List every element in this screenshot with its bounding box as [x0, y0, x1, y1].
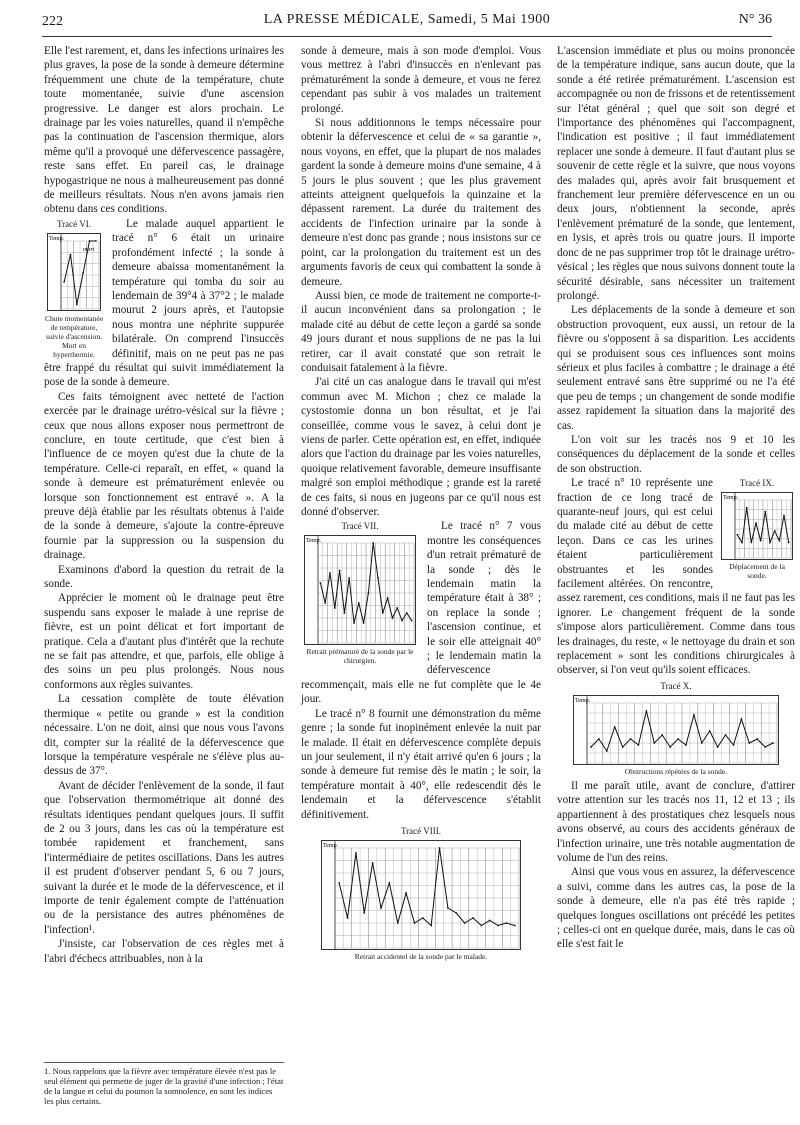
data-point: [783, 515, 785, 517]
data-point: [514, 925, 516, 927]
paragraph: Le tracé n° 8 fournit une démonstration du même genre ; la sonde fut inopinément enlevée la nuit par le malade. Il était en défervescence complète depuis un jour seulement, il n'y était arrivé qu'en 6 jours ; la sonde à demeure fut remise dès le matin ; le soir, la température montait à 40°, elle redescendit dès le lendemain et la défervescence s'établit définitivement.: [301, 707, 541, 821]
data-point: [422, 917, 424, 919]
paragraph: Le malade auquel appartient le tracé n° 6 était un urinaire profondément infecté ; la sonde à demeure abaissa momentanément la température qui tomba du soir au lendemain de 39°4 à 37°2 ; le malade mourut 2 jours après, et l'autopsie nous montra une néphrite suppurée bilatérale. On comprend l'insuccès définitif, mais on ne peut pas ne pas être frappé du résultat qui suivit immédiatement la pose de la sonde à demeure.: [44, 217, 284, 389]
issue-number: N° 36: [738, 12, 772, 27]
chart-trace-6: [47, 233, 101, 311]
data-point: [401, 620, 403, 622]
data-point: [598, 738, 600, 740]
data-point: [320, 583, 322, 585]
figure-caption: Chute momentanée de température, suivie d'ascension. Mort en hyperthermie.: [44, 313, 104, 359]
paragraph: sonde à demeure, mais à son mode d'emploi. Vous vous mettrez à l'abri d'insuccès en n'enlevant pas prématurément la sonde à demeure, et vous ne ferez cependant pas subir à vos malades un traitement prolongé.: [301, 45, 541, 115]
data-point: [344, 613, 346, 615]
chart-frame: [305, 536, 416, 645]
data-point: [363, 623, 365, 625]
data-point: [590, 746, 592, 748]
data-point: [653, 742, 655, 744]
data-point: [764, 511, 766, 513]
data-point: [95, 240, 97, 242]
data-point: [774, 530, 776, 532]
data-point: [430, 925, 432, 927]
data-point: [387, 598, 389, 600]
data-point: [769, 542, 771, 544]
data-point: [736, 534, 738, 536]
paragraph: Aussi bien, ce mode de traitement ne comporte-t-il aucun inconvénient dans sa prolongation ; le malade cité au début de cette leçon a gardé sa sonde 49 jours durant et nous supplions de ne pas la lui retirer, car il avait constaté que son retrait le conduisait fatalement à la fièvre.: [301, 289, 541, 374]
figure-caption: Déplacement de la sonde.: [729, 562, 785, 581]
data-point: [717, 746, 719, 748]
figure-trace-8: [301, 826, 541, 961]
temp-label: Temp.: [306, 538, 322, 545]
column-2: [301, 44, 541, 961]
data-point: [733, 744, 735, 746]
data-point: [489, 920, 491, 922]
figure-trace-7: [301, 521, 419, 665]
page-number: 222: [42, 14, 63, 29]
paragraph: J'ai cité un cas analogue dans le travail qui m'est commun avec M. Michon ; chez ce malade la cystostomie donna un bon résultat, et je l'ai conseillée, comme vous le savez, à celui dont je viens de parler. Cette opération est, en effet, indiquée alors que l'action du drainage par les voies naturelles, quoique relativement favorable, demeure insuffisante malgré son emploi méthodique ; grande est la rareté de ces faits, si nous en jugeons par ce qu'il nous est donné d'observer.: [301, 376, 541, 518]
paragraph: Avant de décider l'enlèvement de la sonde, il faut que l'observation thermométrique ait donné des résultats identiques pendant quelques jours. Il suffit de 2 ou 3 jours, dans les cas où la température est tombée rapidement et franchement, sans l'intermédiaire de petites oscillations. Dans les autres il est prudent d'observer pendant 5, 6 ou 7 jours, suivant la durée et le mode de la défervescence, et il importe de tenir également compte de l'atténuation ou de la persistance des autres phénomènes de l'infection¹.: [44, 779, 284, 936]
data-point: [685, 744, 687, 746]
paragraph: Le tracé n° 7 vous montre les conséquences d'un retrait prématuré de la sonde ; dès le lendemain matin la température était à 38° ; on replace la sonde ; l'ascension continue, et le soir elle atteignait 40° ; le lendemain matin la défervescence recommençait, mais elle ne fut complète que le 4e jour.: [301, 520, 541, 706]
data-point: [645, 710, 647, 712]
annotation-text: mort: [83, 246, 95, 253]
data-point: [788, 542, 790, 544]
figure-caption: Retrait prématuré de la sonde par le chirurgien.: [306, 647, 414, 666]
data-point: [778, 540, 780, 542]
figure-title: Tracé X.: [660, 680, 692, 691]
paragraph: Elle l'est rarement, et, dans les infections urinaires les plus graves, la pose de la sonde à demeure détermine fréquemment une chute de la température, chute toute momentanée, suivie d'une ascension progressive. Le danger est alors prochain. Le drainage par les voies naturelles, quand il n'empêche pas la continuation de l'ascension thermique, alors même qu'il a provoqué une défervescence passagère, reste sans effet. En pareil cas, le drainage hypogastrique ne nous a malheureusement pas donné de meilleurs résultats. Nous n'en avons jamais rien obtenu dans ces conditions.: [44, 45, 284, 216]
data-point: [347, 917, 349, 919]
data-point: [677, 738, 679, 740]
data-point: [760, 540, 762, 542]
data-point: [324, 603, 326, 605]
figure-caption: Obstructions répétées de la sonde.: [624, 766, 728, 776]
figure-trace-9: [719, 478, 795, 580]
journal-title: LA PRESSE MÉDICALE, Samedi, 5 Mai 1900: [263, 12, 551, 27]
data-point: [614, 726, 616, 728]
paragraph: Si nous additionnons le temps nécessaire pour obtenir la défervescence et celui de « sa garantie », nous voyons, en effet, que la plupart de nos malades gardent la sonde à demeure moins d'une semaine, 4 à 5 jours le plus souvent ; que les plus gravement atteints atteignent quelquefois la quinzaine et la dépassent rarement. La durée du traitement des accidents de l'infection urinaire par la sonde à demeure n'est donc pas grande ; nous insistons sur ce point, car la prolongation du traitement est un des arguments favoris de ceux qui combattent la sonde à demeure.: [301, 117, 541, 288]
figure-title: Tracé IX.: [739, 478, 775, 489]
data-point: [358, 603, 360, 605]
data-point: [334, 608, 336, 610]
data-point: [661, 734, 663, 736]
figure-caption: Retrait accidentel de la sonde par le malade.: [354, 951, 488, 961]
chart-trace-9: [721, 492, 793, 560]
data-point: [363, 912, 365, 914]
data-point: [377, 578, 379, 580]
data-point: [480, 925, 482, 927]
running-header: [42, 12, 772, 36]
data-point: [669, 746, 671, 748]
data-point: [63, 281, 65, 283]
paragraph: Examinons d'abord la question du retrait de la sonde.: [44, 563, 284, 591]
data-point: [372, 543, 374, 545]
column-1: [44, 44, 284, 966]
data-point: [411, 620, 413, 622]
paragraph: Ainsi que vous vous en assurez, la défervescence a suivi, comme dans les autres cas, la pose de la sonde à demeure, elle n'a pas été très rapide ; quelques longues oscillations ont précédé les petites ; celles-ci ont en quelque durée, mais, dans le cas où elle s'est fait le: [557, 866, 795, 951]
temp-label: Temp.: [575, 697, 591, 704]
data-point: [701, 742, 703, 744]
data-point: [396, 608, 398, 610]
data-point: [380, 907, 382, 909]
header-rule: [42, 36, 772, 37]
data-point: [70, 254, 72, 256]
paragraph: La cessation complète de toute élévation thermique « petite ou grande » est la condition nécessaire. L'on ne doit, ainsi que nous vous l'avons dit, compter sur la réalité de la défervescence que lorsque la température vespérale ne s'élève plus au-dessus de 37°.: [44, 693, 284, 778]
data-point: [439, 847, 441, 849]
data-point: [414, 922, 416, 924]
chart-frame: [574, 695, 779, 764]
chart-trace-7: [304, 535, 416, 645]
data-point: [82, 272, 84, 274]
data-point: [464, 922, 466, 924]
paragraph: Il me paraît utile, avant de conclure, d'attirer votre attention sur les tracés nos 11, 12 et 13 ; ils appartiennent à des prostatiques chez lesquels nous avons observé, au cours des accidents généraux de l'infection urinaire, une très notable augmentation de volume de l'un des reins.: [557, 779, 795, 864]
data-point: [447, 907, 449, 909]
data-point: [355, 852, 357, 854]
footnote: 1. Nous rappelons que la fièvre avec température élevée n'est pas le seul élément qui permette de juger de la gravité d'une infection ; l'état de la langue et celui du poumon la somnolence, en sont les indices les plus certains.: [44, 1062, 284, 1106]
data-point: [756, 738, 758, 740]
temp-label: Temp.: [323, 842, 339, 849]
data-point: [740, 718, 742, 720]
data-point: [455, 912, 457, 914]
chart-frame: [322, 840, 521, 949]
data-point: [472, 917, 474, 919]
data-point: [764, 746, 766, 748]
figure-title: Tracé VI.: [57, 218, 91, 229]
paragraph: Ces faits témoignent avec netteté de l'action exercée par le drainage urétro-vésical sur la fièvre ; ceux que nous allons exposer nous permettront de conclure, en toute certitude, que c'est bien à l'influence de ce moyen qu'est due la chute de la température. Celle-ci reparaît, en effet, « quand la sonde à demeure est prématurément enlevée ou lorsque son fonctionnement est entravé ». A la preuve déjà établie par les résultats obtenus à l'aide de la sonde à demeure, s'ajoute la contre-épreuve fournie par la suppression ou la suspension du drainage.: [44, 390, 284, 562]
data-point: [368, 593, 370, 595]
data-point: [388, 882, 390, 884]
data-point: [372, 862, 374, 864]
data-point: [506, 922, 508, 924]
data-point: [329, 573, 331, 575]
data-point: [606, 750, 608, 752]
data-point: [339, 570, 341, 572]
data-point: [338, 882, 340, 884]
chart-trace-8: [321, 840, 521, 950]
data-point: [741, 542, 743, 544]
figure-title: Tracé VII.: [341, 521, 379, 532]
data-point: [89, 240, 91, 242]
paragraph: J'insiste, car l'observation de ces règles met à l'abri d'échecs attribuables, non à la: [44, 938, 284, 965]
temp-label: Temp.: [49, 235, 65, 242]
figure-title: Tracé VIII.: [401, 825, 441, 836]
data-point: [405, 892, 407, 894]
figure-trace-10: [557, 681, 795, 776]
paragraph: Le tracé n° 10 représente une fraction de ce long tracé de quarante-neuf jours, qui est celui du malade cité au début de cette leçon. Dans ce cas les urines étaient particulièrement obstruantes et les sondes facilement altérées. On rencontre, assez rarement, ces conditions, mais il ne faut pas les ignorer. Le changement fréquent de la sonde s'impose alors particulièrement. Comme dans tous les drainages, du reste, « le nettoyage du drain et son replacement » sont les conditions chirurgicales à observer, si l'on veut qu'ils soient efficaces.: [557, 477, 795, 677]
paragraph: L'ascension immédiate et plus ou moins prononcée de la température indique, sans aucun doute, que la sonde a été retirée prématurément. L'ascension est accompagnée ou non de frissons et de retentissement sur l'état général ; quel que soit son degré et l'importance des phénomènes qui l'accompagnent, l'indication est positive ; il faut immédiatement replacer une sonde à demeure. Il faut d'autant plus se souvenir de cette règle et la suivre, que nous voyons des malades qui, après avoir fait brusquement et franchement leur première défervescence en un ou deux jours, n'obtiennent la seconde, après l'enlèvement prématuré de la sonde, que lentement, en lysis, et après trois ou quatre jours. Il importe donc de ne pas supprimer trop tôt le drainage urétro-vésical ; les règles que nous suivons donnent toute la sécurité désirable, sans nécessiter un traitement prolongé.: [557, 45, 795, 302]
data-point: [622, 746, 624, 748]
data-point: [638, 744, 640, 746]
data-point: [755, 522, 757, 524]
data-point: [709, 730, 711, 732]
data-point: [497, 925, 499, 927]
data-point: [392, 618, 394, 620]
data-point: [630, 738, 632, 740]
data-point: [750, 542, 752, 544]
data-point: [348, 578, 350, 580]
paragraph: L'on voit sur les tracés nos 9 et 10 les conséquences du déplacement de la sonde et celles de son obstruction.: [557, 433, 795, 475]
data-point: [382, 613, 384, 615]
data-point: [746, 507, 748, 509]
data-point: [353, 623, 355, 625]
data-point: [748, 742, 750, 744]
data-point: [406, 613, 408, 615]
column-3: [557, 44, 795, 952]
data-point: [772, 742, 774, 744]
data-point: [693, 714, 695, 716]
temp-label: Temp.: [723, 495, 739, 502]
paragraph: Les déplacements de la sonde à demeure et son obstruction provoquent, eux aussi, un retour de la fièvre ou s'opposent à sa disparition. Les accidents qui se produisent sous ces influences sont moins sérieux et plus faciles à combattre ; le drainage a été seulement entravé sans être supprimé ou ne l'a été que peu de temps ; un changement de sonde modifie assez rapidement la situation dans la majorité des cas.: [557, 304, 795, 432]
data-point: [725, 734, 727, 736]
figure-trace-6: [44, 219, 104, 359]
data-point: [76, 303, 78, 305]
data-point: [397, 922, 399, 924]
chart-trace-10: [573, 695, 779, 765]
paragraph: Apprécier le moment où le drainage peut être suspendu sans exposer le malade à une reprise de fièvre, est un point délicat et fort important de pratique. Cela a d'autant plus d'intérêt que la rechute ne se fait pas attendre, et que, parfois, elle oblige à des soins un peu plus prolongés. Nous nous conformons aux règles suivantes.: [44, 592, 284, 691]
